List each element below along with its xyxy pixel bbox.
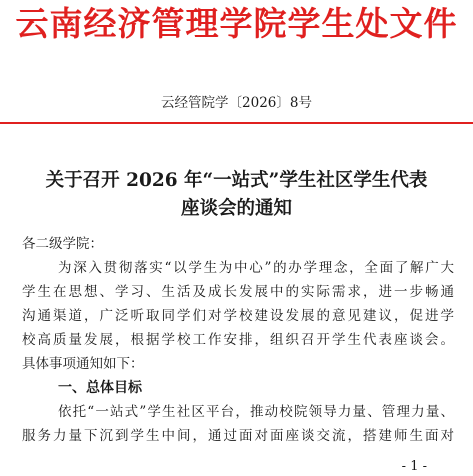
paragraph-2-line-1: 依托“一站式”学生社区平台，推动校院领导力量、管理力量、	[58, 404, 454, 420]
paragraph-1-line-5: 具体事项通知如下：	[22, 356, 144, 372]
notice-title	[0, 167, 473, 223]
notice-title-line-2: 座谈会的通知	[180, 198, 292, 219]
page-number: - 1 -	[401, 459, 427, 474]
paragraph-2-line-2: 服务力量下沉到学生中间，通过面对面座谈交流，搭建师生面对	[22, 428, 454, 444]
paragraph-1-line-3: 沟通渠道，广泛听取同学们对学校建设发展的意见建议，促进学	[22, 308, 454, 324]
paragraph-1-line-2: 学生在思想、学习、生活及成长发展中的实际需求，进一步畅通	[22, 284, 454, 300]
paragraph-1-line-1: 为深入贯彻落实“以学生为中心”的办学理念，全面了解广大	[58, 260, 454, 276]
document-number: 云经管院学〔2026〕8号	[161, 95, 312, 111]
red-divider-line	[0, 122, 473, 124]
paragraph-1-line-4: 校高质量发展，根据学校工作安排，组织召开学生代表座谈会。	[22, 332, 454, 348]
section-1-heading: 一、总体目标	[58, 380, 142, 396]
notice-title-line-1: 关于召开 2026 年“一站式”学生社区学生代表	[45, 170, 428, 191]
salutation: 各二级学院：	[22, 236, 103, 252]
document-header-title: 云南经济管理学院学生处文件	[15, 4, 458, 43]
